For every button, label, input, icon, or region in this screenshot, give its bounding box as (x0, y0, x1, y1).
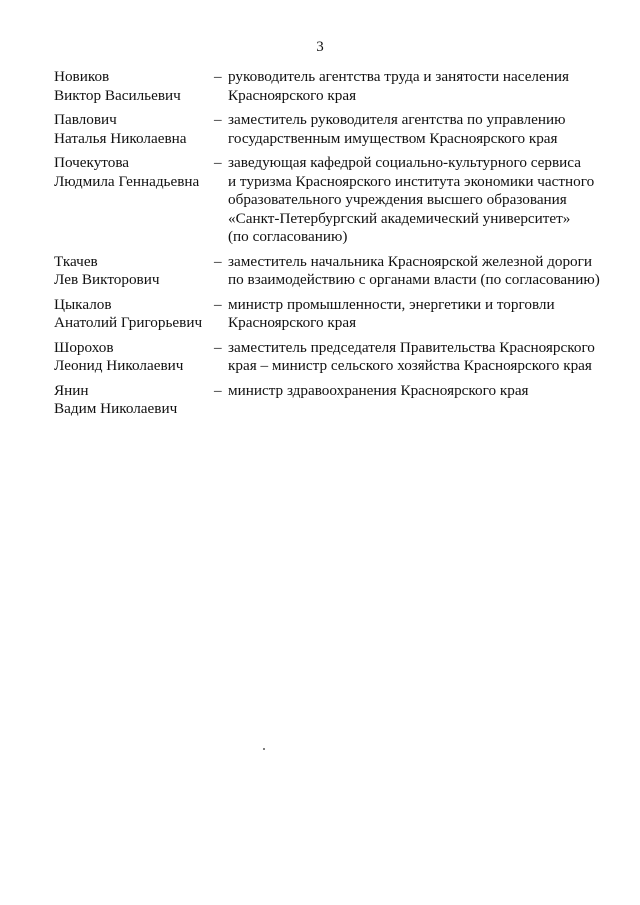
member-surname: Цыкалов (54, 295, 112, 313)
member-role: заведующая кафедрой социально-культурного сервиса и туризма Красноярского института экономики частного образовательного учреждения высшего образования «Санкт-Петербургский академический университет» (по согласованию) (228, 154, 595, 245)
member-name (54, 296, 214, 333)
member-role: заместитель председателя Правительства Красноярского края – министр сельского хозяйства Красноярского края (228, 338, 595, 374)
member-given-name: Вадим Николаевич (54, 400, 178, 417)
member-given-name: Людмила Геннадьевна (54, 172, 200, 190)
member-name (54, 339, 214, 376)
member-given-name: Леонид Николаевич (54, 357, 184, 374)
member-name (54, 68, 214, 105)
member-surname: Новиков (54, 68, 110, 85)
member-name (54, 382, 214, 419)
dash-separator: – (214, 338, 222, 356)
member-role: заместитель руководителя агентства по управлению государственным имуществом Красноярского края (228, 111, 566, 147)
member-row (54, 382, 614, 419)
member-role: министр промышленности, энергетики и торговли Красноярского края (228, 295, 555, 331)
member-name (54, 253, 214, 290)
member-surname: Почекутова (54, 154, 130, 171)
scan-speck (263, 748, 265, 750)
dash-separator: – (214, 111, 222, 128)
member-role: министр здравоохранения Красноярского края (228, 381, 529, 399)
member-row (54, 68, 614, 105)
member-row (54, 339, 614, 376)
dash-separator: – (214, 252, 222, 270)
member-surname: Павлович (54, 111, 117, 128)
dash-separator: – (214, 381, 222, 399)
member-given-name: Анатолий Григорьевич (54, 314, 203, 331)
member-name (54, 154, 214, 191)
member-surname: Шорохов (54, 338, 114, 356)
member-role: руководитель агентства труда и занятости населения Красноярского края (228, 68, 569, 104)
member-row (54, 111, 614, 148)
member-surname: Ткачев (54, 252, 98, 270)
member-row (54, 296, 614, 333)
member-list (54, 68, 614, 425)
member-row (54, 154, 614, 247)
member-row (54, 253, 614, 290)
member-given-name: Виктор Васильевич (54, 86, 181, 104)
dash-separator: – (214, 154, 222, 171)
member-given-name: Наталья Николаевна (54, 129, 187, 147)
member-name (54, 111, 214, 148)
dash-separator: – (214, 68, 222, 85)
page-number: 3 (316, 39, 324, 55)
member-given-name: Лев Викторович (54, 271, 160, 288)
member-surname: Янин (54, 381, 89, 399)
member-role: заместитель начальника Красноярской железной дороги по взаимодействию с органами власти (по согласованию) (228, 252, 600, 288)
dash-separator: – (214, 295, 222, 313)
